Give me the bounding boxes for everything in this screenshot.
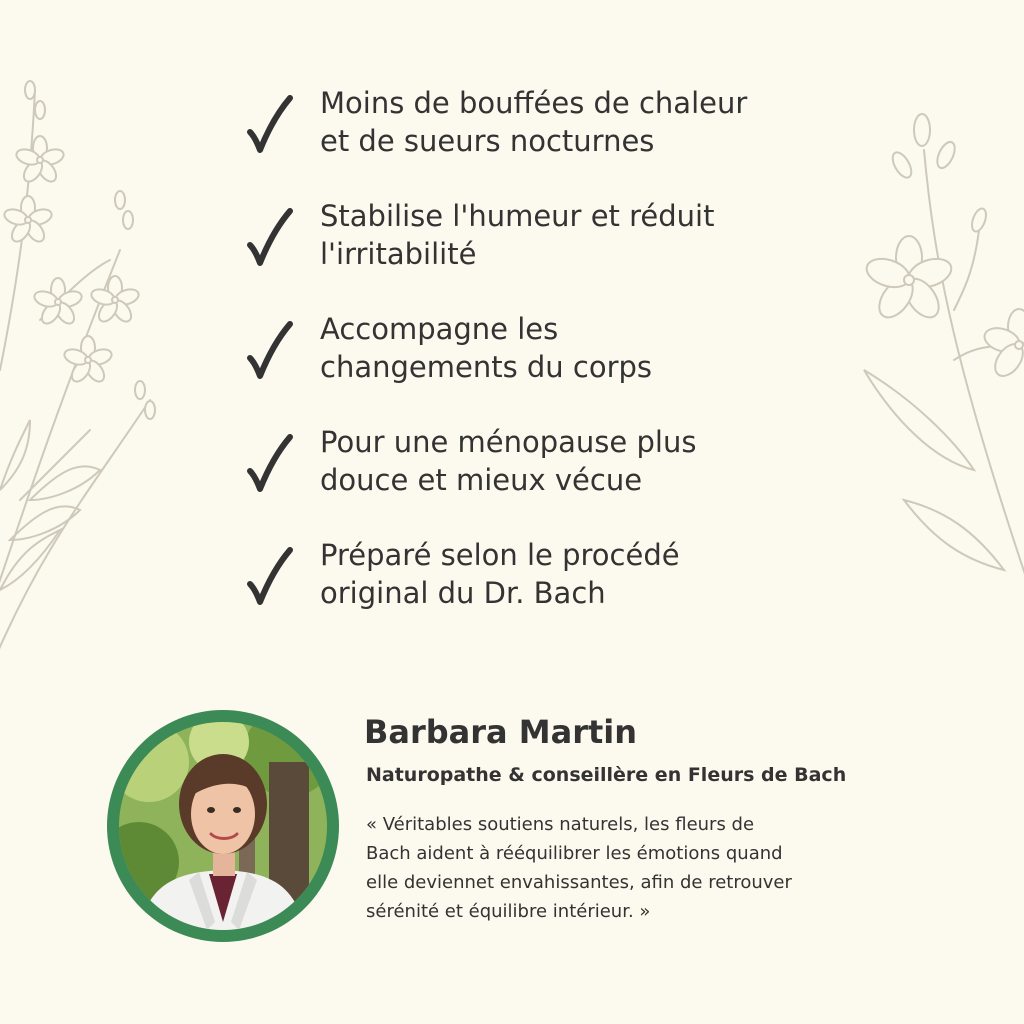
botanical-illustration-right: [854, 110, 1024, 640]
check-icon: [244, 433, 294, 493]
benefit-item: [244, 197, 844, 277]
expert-quote: [366, 810, 926, 926]
benefit-text: [320, 310, 840, 386]
benefit-item: [244, 536, 844, 616]
benefit-text: [320, 423, 840, 499]
benefit-text: [320, 197, 840, 273]
check-icon: [244, 94, 294, 154]
benefit-line: l'irritabilité: [320, 237, 477, 271]
benefit-line: douce et mieux vécue: [320, 463, 643, 497]
expert-role: Naturopathe & conseillère en Fleurs de Bach: [366, 764, 847, 786]
quote-line: sérénité et équilibre intérieur. »: [366, 901, 651, 922]
expert-photo: [107, 710, 339, 942]
benefit-text: [320, 84, 840, 160]
benefit-text: [320, 536, 840, 612]
benefit-line: Préparé selon le procédé: [320, 538, 680, 572]
benefit-line: Accompagne les: [320, 312, 559, 346]
check-icon: [244, 320, 294, 380]
benefit-line: original du Dr. Bach: [320, 576, 606, 610]
benefit-line: Moins de bouffées de chaleur: [320, 86, 748, 120]
check-icon: [244, 546, 294, 606]
quote-line: elle deviennet envahissantes, afin de retrouver: [366, 872, 792, 893]
quote-line: Bach aident à rééquilibrer les émotions quand: [366, 843, 783, 864]
botanical-illustration-left: [0, 70, 170, 670]
check-icon: [244, 207, 294, 267]
expert-name: Barbara Martin: [364, 713, 638, 751]
benefit-line: et de sueurs nocturnes: [320, 124, 655, 158]
benefit-item: [244, 310, 844, 390]
benefit-line: Stabilise l'humeur et réduit: [320, 199, 715, 233]
benefit-item: [244, 423, 844, 503]
quote-line: « Véritables soutiens naturels, les fleurs de: [366, 814, 755, 835]
portrait-image: [119, 722, 327, 930]
benefit-line: Pour une ménopause plus: [320, 425, 697, 459]
benefit-item: [244, 84, 844, 164]
benefit-line: changements du corps: [320, 350, 653, 384]
